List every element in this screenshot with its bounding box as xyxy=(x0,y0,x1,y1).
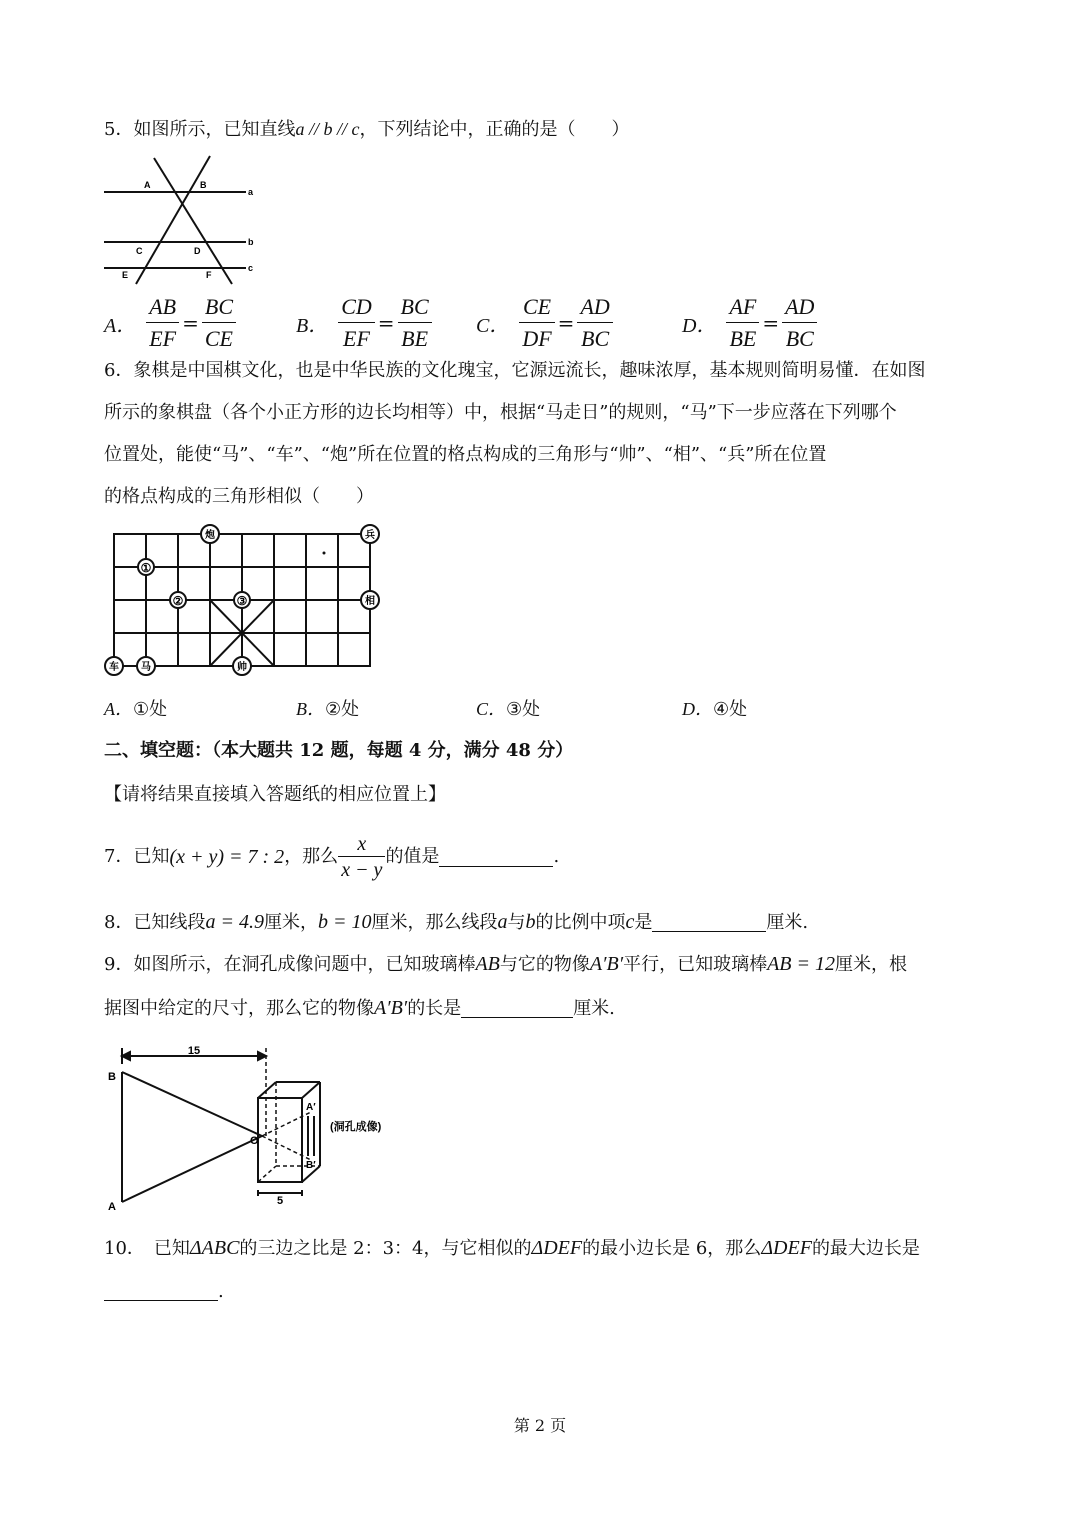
svg-text:15: 15 xyxy=(187,1045,201,1057)
svg-text:(洞孔成像): (洞孔成像) xyxy=(330,1121,382,1133)
svg-text:b: b xyxy=(248,237,254,247)
q6-stem-line-4: 的格点构成的三角形相似（ ） xyxy=(104,486,374,507)
q7: 7．已知 (x + y) = 7 : 2 ，那么 $\frac{x}{x - y}$ 的值是 . xyxy=(104,833,560,881)
svg-text:炮: 炮 xyxy=(205,530,215,541)
q6-stem-line-1: 6．象棋是中国棋文化，也是中华民族的文化瑰宝，它源远流长，趣味浓厚，基本规则简明易懂．在如图 xyxy=(104,360,926,381)
q8: 8．已知线段a = 4.9厘米，b = 10厘米，那么线段a与b的比例中项c是 厘米. xyxy=(104,911,809,933)
svg-text:O: O xyxy=(250,1135,259,1147)
svg-text:B: B xyxy=(108,1071,116,1083)
page-number: 第 2 页 xyxy=(513,1416,567,1435)
svg-text:5: 5 xyxy=(276,1195,284,1207)
q5-parallel-lines-figure xyxy=(100,150,260,290)
q6-stem-line-3: 位置处，能使“马”、“车”、“炮”所在位置的格点构成的三角形与“帅”、“相”、“兵”所在位置 xyxy=(104,444,827,465)
svg-text:E: E xyxy=(122,270,129,280)
q7-answer-blank[interactable] xyxy=(439,848,553,867)
svg-text:F: F xyxy=(206,270,212,280)
svg-text:车: 车 xyxy=(109,662,119,673)
section-2-title: 二、填空题：（本大题共 12 题，每题 4 分，满分 48 分） xyxy=(104,740,574,761)
q9-answer-blank[interactable] xyxy=(461,999,573,1018)
q6-option-b[interactable]: B．②处 xyxy=(296,699,360,720)
svg-text:D: D xyxy=(194,246,201,256)
section-2-note: 【请将结果直接填入答题纸的相应位置上】 xyxy=(104,784,446,805)
q6-option-a[interactable]: A．①处 xyxy=(104,699,168,720)
q5-option-b[interactable]: B． $\frac{CD}{EF}$ = $\frac{BC}{BE}$ xyxy=(296,294,432,352)
svg-text:帅: 帅 xyxy=(237,662,247,673)
q9-line-2: 据图中给定的尺寸，那么它的物像A′B′的长是 厘米. xyxy=(104,997,615,1019)
svg-text:马: 马 xyxy=(141,662,151,673)
q5-stem: 5．如图所示，已知直线a // b // c，下列结论中，正确的是（ ） xyxy=(104,119,630,140)
q10-line-1: 10． 已知ΔABC的三边之比是 2：3：4，与它相似的ΔDEF的最小边长是 6，那么ΔDEF的最大边长是 xyxy=(104,1237,920,1259)
svg-text:B: B xyxy=(200,180,207,190)
q5-option-a[interactable]: A． $\frac{AB}{EF}$ = $\frac{BC}{CE}$ xyxy=(104,294,236,352)
svg-text:A: A xyxy=(144,180,151,190)
q10-answer-blank[interactable] xyxy=(104,1282,218,1301)
q5-option-c[interactable]: C． $\frac{CE}{DF}$ = $\frac{AD}{BC}$ xyxy=(476,294,613,352)
svg-text:兵: 兵 xyxy=(365,530,375,541)
q6-option-c[interactable]: C．③处 xyxy=(476,699,541,720)
q6-stem-line-2: 所示的象棋盘（各个小正方形的边长均相等）中，根据“马走日”的规则，“马”下一步应落在下列哪个 xyxy=(104,402,897,423)
svg-text:c: c xyxy=(248,263,254,273)
svg-text:③: ③ xyxy=(236,594,248,608)
svg-text:②: ② xyxy=(172,594,184,608)
svg-text:C: C xyxy=(136,246,143,256)
svg-text:A: A xyxy=(108,1201,116,1212)
svg-text:A′: A′ xyxy=(306,1102,316,1113)
q6-option-d[interactable]: D．④处 xyxy=(682,699,748,720)
q5-option-d[interactable]: D． $\frac{AF}{BE}$ = $\frac{AD}{BC}$ xyxy=(682,294,817,352)
q8-answer-blank[interactable] xyxy=(652,913,766,932)
svg-text:相: 相 xyxy=(365,596,375,607)
q9-pinhole-figure xyxy=(104,1040,404,1212)
svg-text:①: ① xyxy=(140,561,152,575)
q10-line-2: . xyxy=(104,1282,224,1301)
svg-text:a: a xyxy=(248,187,254,197)
svg-text:B′: B′ xyxy=(306,1160,316,1171)
q9-line-1: 9．如图所示，在洞孔成像问题中，已知玻璃棒AB与它的物像A′B′平行，已知玻璃棒AB = 12厘米，根 xyxy=(104,953,908,975)
q6-chessboard-figure xyxy=(102,522,386,678)
